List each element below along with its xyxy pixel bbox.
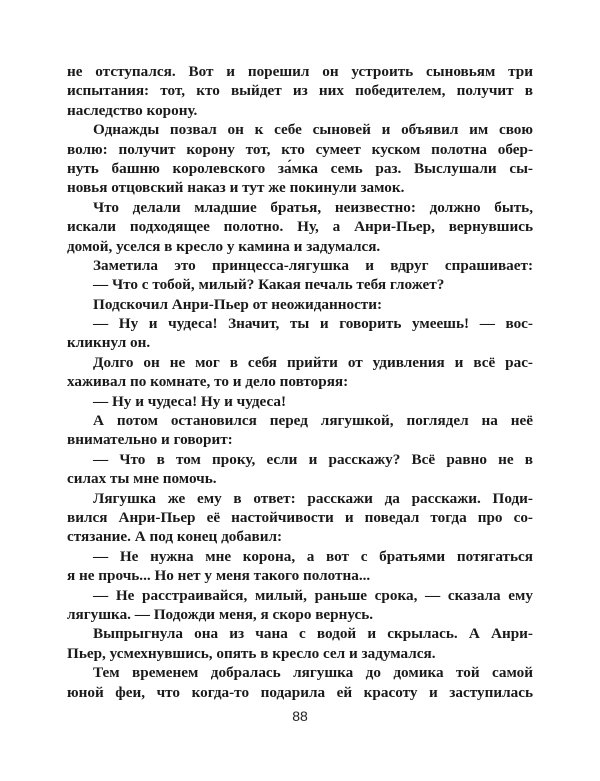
text-line: вился Анри-Пьер её настойчивости и поведал тогда про со-: [67, 508, 533, 526]
text-line: — Ну и чудеса! Значит, ты и говорить умеешь! — вос-: [93, 315, 533, 333]
text-line: стязание. А под конец добавил:: [67, 528, 283, 546]
page-number: 88: [292, 708, 308, 724]
text-line: новья отцовский наказ и тут же покинули замок.: [67, 179, 405, 197]
text-line: Пьер, усмехнувшись, опять в кресло сел и задумался.: [67, 644, 436, 662]
text-line: нуть башню королевского за́мка семь раз. Выслушали сы-: [67, 159, 533, 177]
text-line: — Что в том проку, если и расскажу? Всё равно не в: [93, 450, 533, 468]
text-line: кликнул он.: [67, 334, 151, 352]
text-line: Долго он не мог в себя прийти от удивления и всё рас-: [93, 353, 533, 371]
text-line: волю: получит корону тот, кто сумеет куском полотна обер-: [67, 140, 533, 158]
text-line: юной феи, что когда-то подарила ей красоту и заступилась: [67, 683, 533, 701]
text-line: Что делали младшие братья, неизвестно: должно быть,: [93, 198, 533, 216]
text-line: А потом остановился перед лягушкой, поглядел на неё: [93, 412, 533, 430]
text-line: Тем временем добралась лягушка до домика той самой: [93, 664, 533, 682]
text-line: я не прочь... Но нет у меня такого полотна...: [67, 567, 371, 585]
text-line: — Что с тобой, милый? Какая печаль тебя гложет?: [93, 276, 445, 294]
text-line: — Ну и чудеса! Ну и чудеса!: [93, 392, 287, 410]
page-body-text: [67, 62, 533, 702]
text-line: Лягушка же ему в ответ: расскажи да расскажи. Поди-: [93, 489, 533, 507]
text-line: не отступался. Вот и порешил он устроить сыновьям три: [67, 63, 533, 80]
text-line: Заметила это принцесса-лягушка и вдруг спрашивает:: [93, 256, 533, 274]
text-line: Однажды позвал он к себе сыновей и объявил им свою: [93, 121, 533, 139]
text-line: искали подходящее полотно. Ну, а Анри-Пьер, вернувшись: [67, 218, 533, 236]
text-line: испытания: тот, кто выйдет из них победителем, получит в: [67, 82, 533, 100]
text-line: — Не нужна мне корона, а вот с братьями потягаться: [93, 547, 533, 565]
text-line: домой, уселся в кресло у камина и задумался.: [67, 237, 381, 255]
text-line: Выпрыгнула она из чана с водой и скрылась. А Анри-: [93, 625, 533, 643]
text-line: силах ты мне помочь.: [67, 470, 217, 488]
text-line: внимательно и говорит:: [67, 431, 233, 449]
text-line: наследство корону.: [67, 101, 198, 119]
text-line: — Не расстраивайся, милый, раньше срока, — сказала ему: [93, 586, 533, 604]
text-line: хаживал по комнате, то и дело повторяя:: [67, 373, 349, 391]
text-line: лягушка. — Подожди меня, я скоро вернусь.: [67, 605, 374, 623]
text-line: Подскочил Анри-Пьер от неожиданности:: [93, 295, 383, 313]
